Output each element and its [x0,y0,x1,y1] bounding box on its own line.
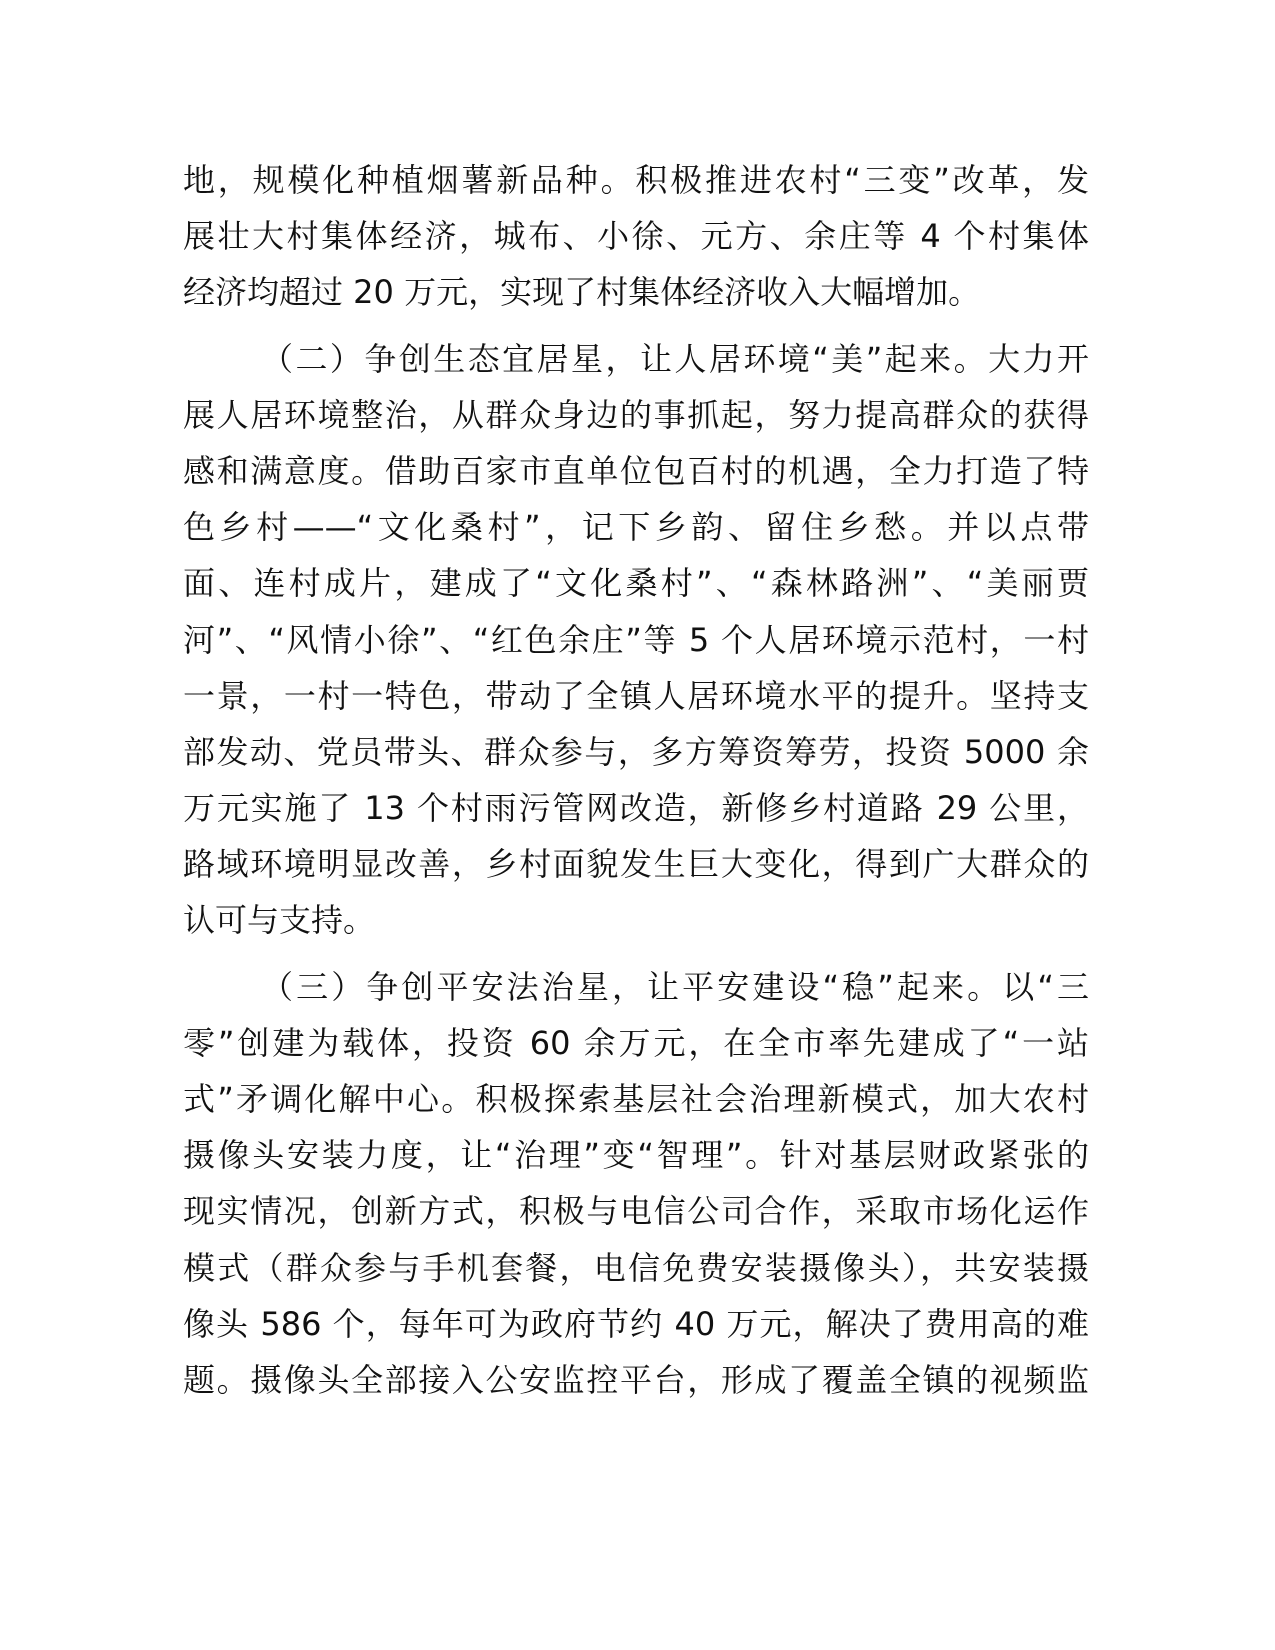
text-line: 认可与支持。 [183,901,376,940]
text-line: 地，规模化种植烟薯新品种。积极推进农村“三变”改革，发 [183,161,1089,199]
text-line: 河”、“风情小徐”、“红色余庄”等 5 个人居环境示范村，一村 [183,620,1089,659]
text-line: 零”创建为载体，投资 60 余万元，在全市率先建成了“一站 [183,1023,1089,1062]
text-line: 展人居环境整治，从群众身边的事抓起，努力提高群众的获得 [183,395,1089,434]
text-line: （三）争创平安法治星，让平安建设“稳”起来。以“三 [261,967,1089,1006]
text-line: 展壮大村集体经济，城布、小徐、元方、余庄等 4 个村集体 [183,217,1089,256]
text-line: 路域环境明显改善，乡村面貌发生巨大变化，得到广大群众的 [183,845,1089,884]
text-line: 式”矛调化解中心。积极探索基层社会治理新模式，加大农村 [183,1080,1089,1118]
text-line: 感和满意度。借助百家市直单位包百村的机遇，全力打造了特 [183,451,1089,490]
paragraph-2 [183,331,1089,949]
paragraph-1 [183,152,1089,321]
text-line: 面、连村成片，建成了“文化桑村”、“森林路洲”、“美丽贾 [183,564,1089,603]
text-line: 万元实施了 13 个村雨污管网改造，新修乡村道路 29 公里， [183,789,1089,828]
text-line: 经济均超过 20 万元，实现了村集体经济收入大幅增加。 [183,273,981,312]
text-line: 像头 586 个，每年可为政府节约 40 万元，解决了费用高的难 [183,1304,1089,1343]
text-line: 题。摄像头全部接入公安监控平台，形成了覆盖全镇的视频监 [183,1360,1089,1399]
text-line: 摄像头安装力度，让“治理”变“智理”。针对基层财政紧张的 [183,1136,1089,1175]
text-line: 一景，一村一特色，带动了全镇人居环境水平的提升。坚持支 [183,676,1089,715]
text-line: 部发动、党员带头、群众参与，多方筹资筹劳，投资 5000 余 [183,732,1089,771]
text-line: 现实情况，创新方式，积极与电信公司合作，采取市场化运作 [183,1192,1089,1231]
text-line: 模式（群众参与手机套餐，电信免费安装摄像头），共安装摄 [183,1248,1089,1287]
body-text [183,152,1089,1408]
text-line: （二）争创生态宜居星，让人居环境“美”起来。大力开 [261,339,1089,378]
text-line: 色乡村——“文化桑村”，记下乡韵、留住乡愁。并以点带 [183,508,1089,547]
paragraph-3 [183,959,1089,1409]
